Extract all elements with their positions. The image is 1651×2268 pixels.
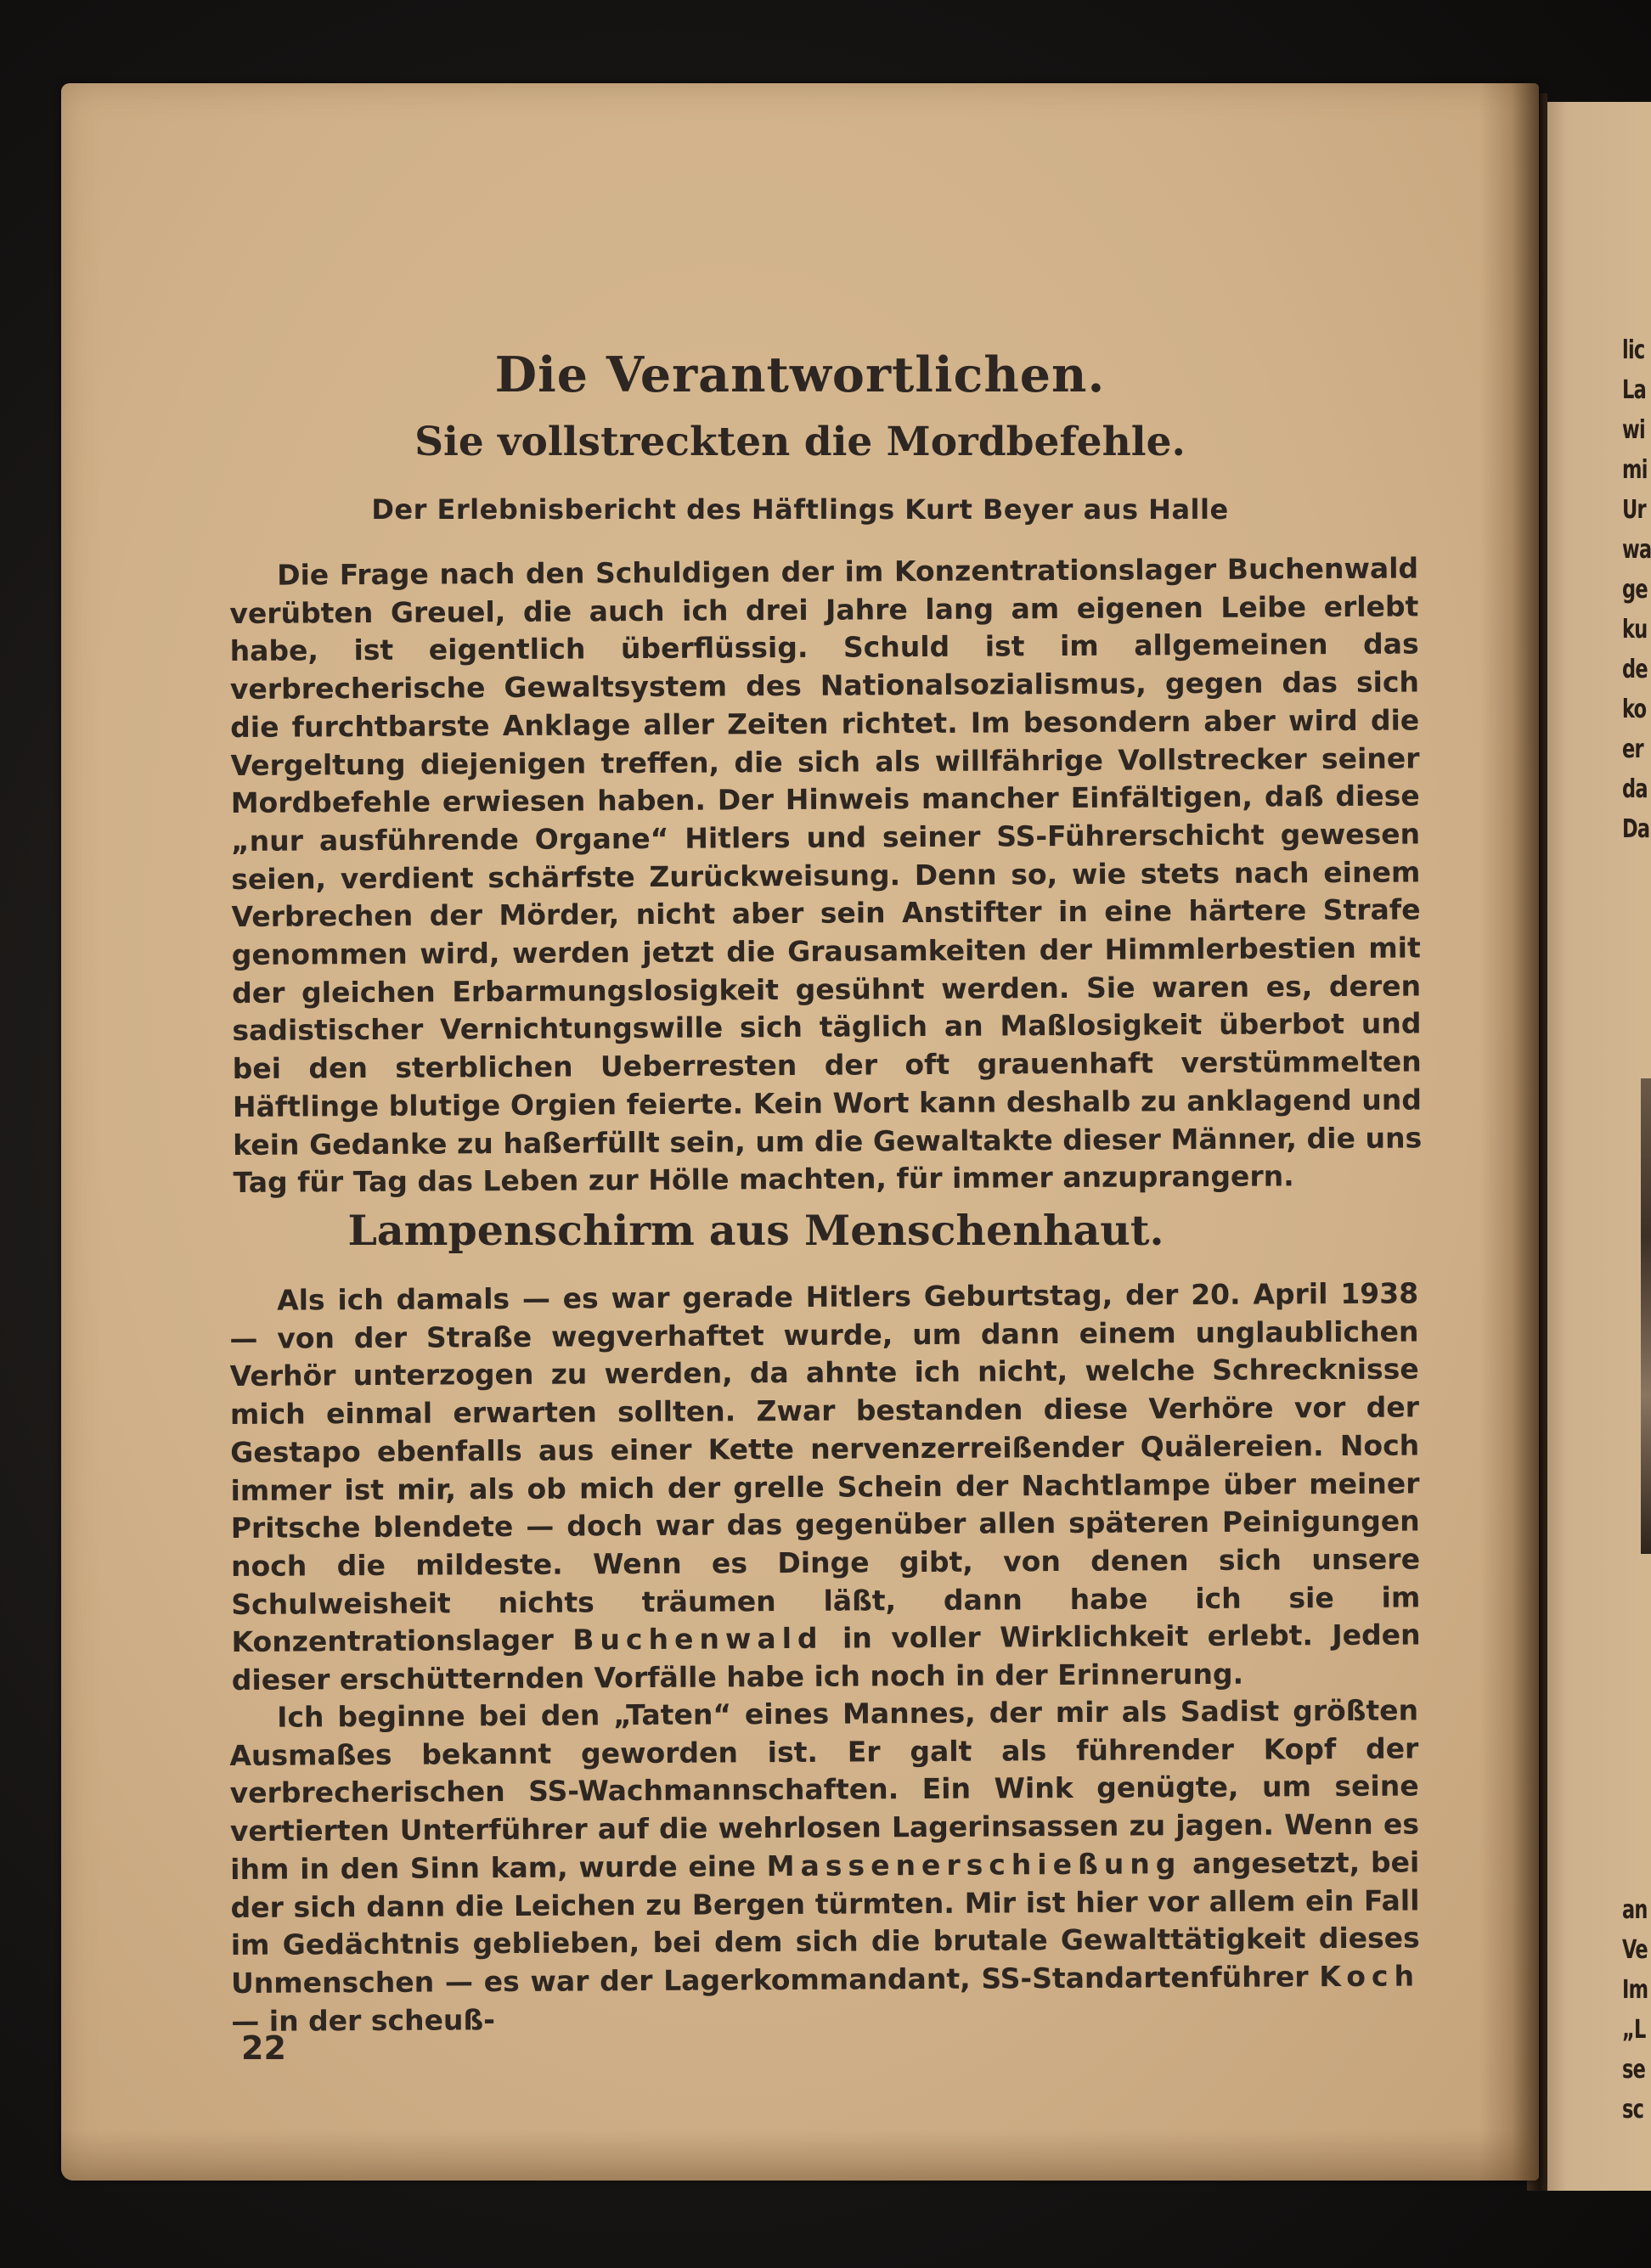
facing-page-fragment: er bbox=[1622, 734, 1643, 764]
byline: Der Erlebnisbericht des Häftlings Kurt Beyer aus Halle bbox=[371, 493, 1229, 526]
page-text bbox=[61, 83, 1539, 2181]
paragraph-text: in voller Wirklichkeit erlebt. Jeden dieser erschütternden Vorfälle habe ich noch in der Erinnerung. bbox=[231, 1618, 1421, 1697]
facing-page-fragment: ko bbox=[1622, 695, 1647, 724]
intro-paragraph: Die Frage nach den Schuldigen der im Konzentrationslager Buchenwald verübten Greuel, die auch ich drei Jahre lang am eigenen Leibe erlebt habe, ist eigentlich überflüssig. Schuld ist im allgemeinen das verbrecherische Gewaltsystem des Nationalsozialismus, gegen das sich die furchtbarste Anklage aller Zeiten richtet. Im besondern aber wird die Vergeltung diejenigen treffen, die sich als willfährige Vollstrecker seiner Mordbefehle erwiesen haben. Der Hinweis mancher Einfältigen, daß diese „nur ausführende Organe“ Hitlers und seiner SS-Führerschicht gewesen seien, verdient schärfste Zurückweisung. Denn so, wie stets nach einem Verbrechen der Mörder, nicht aber sein Anstifter in eine härtere Strafe genommen wird, werden jetzt die Grausamkeiten der Himmlerbestien mit der gleichen Erbarmungslosigkeit gesühnt werden. Sie waren es, deren sadistischer Vernichtungswille sich täglich an Maßlosigkeit überbot und bei den sterblichen Ueberresten der oft grauenhaft verstümmelten Häftlinge blutige Orgien feierte. Kein Wort kann deshalb zu anklagend und kein Gedanke zu haßerfüllt sein, um die Gewaltakte dieser Männer, die uns Tag für Tag das Leben zur Hölle machten, für immer anzuprangern. bbox=[229, 551, 1423, 1200]
facing-page-fragment: mi bbox=[1622, 455, 1648, 485]
facing-page-fragment: se bbox=[1622, 2055, 1646, 2085]
emphasized-word: Koch bbox=[1319, 1959, 1421, 1994]
emphasized-word: Massenerschießung bbox=[766, 1846, 1182, 1882]
facing-page-fragment: La bbox=[1622, 375, 1647, 405]
facing-page-fragment: ge bbox=[1622, 575, 1648, 605]
paragraph-text: Ich beginne bei den „Taten“ eines Mannes, der mir als Sadist größten Ausmaßes bekannt geworden ist. Er galt als führender Kopf der verbrecherischen SS-Wachmannschaften. Ein Wink genügte, um seine vertierten Unterführer auf die wehrlosen Lagerinsassen zu jagen. Wenn es ihm in den Sinn kam, wurde eine bbox=[229, 1693, 1420, 1886]
section-paragraph-2 bbox=[229, 1691, 1420, 2040]
facing-page-fragment: „L bbox=[1622, 2015, 1646, 2045]
facing-page-fragment: ku bbox=[1622, 615, 1648, 644]
paragraph-text: — in der scheuß- bbox=[231, 2002, 495, 2038]
page-title: Die Verantwortlichen. bbox=[494, 346, 1106, 403]
emphasized-word: Buchenwald bbox=[572, 1622, 824, 1657]
page-number: 22 bbox=[241, 2029, 286, 2067]
facing-page-edge bbox=[1546, 102, 1651, 2191]
facing-page-fragment: Ve bbox=[1622, 1935, 1648, 1965]
facing-page-photo-edge bbox=[1641, 1078, 1651, 1554]
facing-page-fragment: Da bbox=[1622, 814, 1650, 844]
facing-page-fragment: wi bbox=[1622, 415, 1645, 445]
book-page bbox=[61, 83, 1539, 2181]
facing-page-fragment: da bbox=[1622, 774, 1648, 804]
section-heading: Lampenschirm aus Menschenhaut. bbox=[347, 1206, 1164, 1255]
facing-page-fragment: Ur bbox=[1622, 495, 1646, 525]
facing-page-fragment: wa bbox=[1622, 535, 1651, 565]
facing-page-fragment: de bbox=[1622, 655, 1648, 684]
paragraph-text: angesetzt, bei der sich dann die Leichen zu Bergen türmten. Mir ist hier vor allem ein Fall im Gedächtnis geblieben, bei dem sich die brutale Gewalttätigkeit dieses Unmenschen — es war der Lagerkommandant, SS-Standartenführer bbox=[230, 1845, 1420, 2000]
paragraph-text: Als ich damals — es war gerade Hitlers Geburtstag, der 20. April 1938 — von der Straße wegverhaftet wurde, um dann einem unglaublichen Verhör unterzogen zu werden, da ahnte ich nicht, welche Schrecknisse mich einmal erwarten sollten. Zwar bestanden diese Verhöre vor der Gestapo ebenfalls aus einer Kette nervenzerreißender Quälereien. Noch immer ist mir, als ob mich der grelle Schein der Nachtlampe über meiner Pritsche blendete — doch war das gegenüber allen späteren Peinigungen noch die mildeste. Wenn es Dinge gibt, von denen sich unsere Schulweisheit nichts träumen läßt, dann habe ich sie im Konzentrationslager bbox=[229, 1276, 1421, 1659]
section-paragraph-1 bbox=[229, 1275, 1421, 1699]
page-subtitle: Sie vollstreckten die Mordbefehle. bbox=[414, 419, 1186, 465]
facing-page-fragment: sc bbox=[1622, 2095, 1644, 2124]
facing-page-fragment: lic bbox=[1622, 335, 1645, 365]
facing-page-fragment: an bbox=[1622, 1895, 1648, 1925]
facing-page-fragment: Im bbox=[1622, 1975, 1648, 2005]
